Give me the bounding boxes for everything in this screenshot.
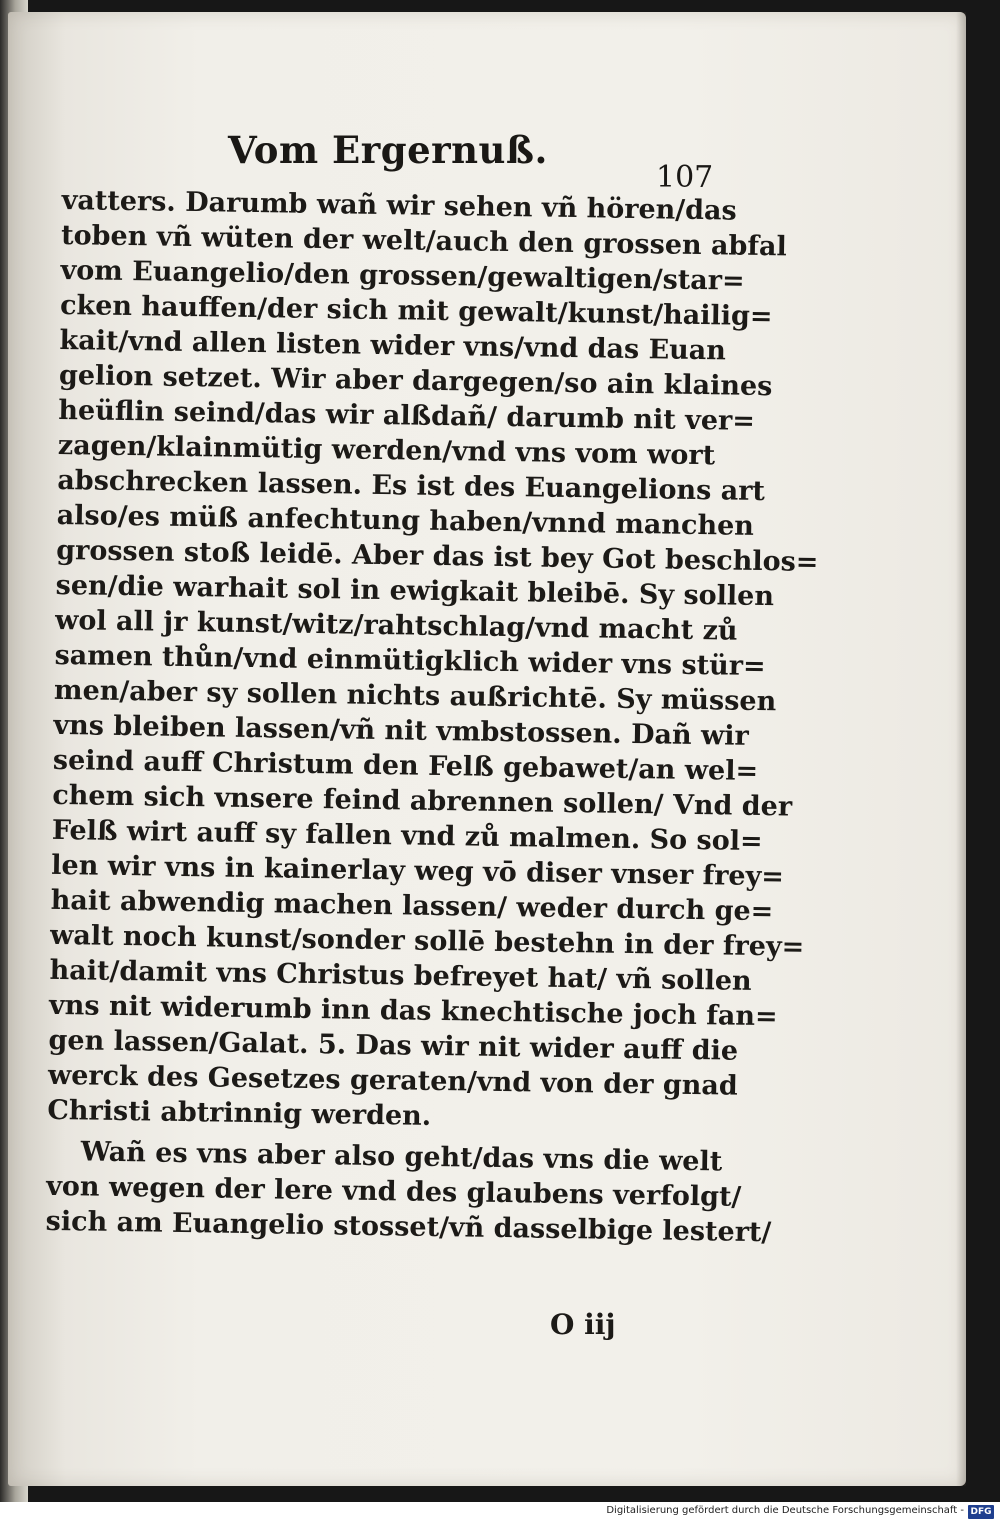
text-line: kait/vnd allen listen wider vns/vnd das Euan xyxy=(59,324,727,367)
funding-credit: Digitalisierung gefördert durch die Deutsche Forschungsgemeinschaft - xyxy=(606,1505,964,1516)
dfg-logo-icon: DFG xyxy=(968,1505,994,1519)
text-line: wol all jr kunst/witz/rahtschlag/vnd macht zů xyxy=(54,604,738,647)
text-line: vns nit widerumb inn das knechtische joch fan= xyxy=(48,989,778,1033)
text-line: men/aber sy sollen nichts außrichtē. Sy müssen xyxy=(53,674,777,718)
signature-mark: O iij xyxy=(550,1308,616,1341)
text-line: toben vñ wüten der welt/auch den grossen abfal xyxy=(60,219,788,263)
text-line: gelion setzet. Wir aber dargegen/so ain klaines xyxy=(58,359,773,403)
text-line: heüflin seind/das wir alßdañ/ darumb nit ver= xyxy=(58,394,756,437)
page-number: 107 xyxy=(656,160,714,195)
footer-bar xyxy=(0,1502,1000,1523)
text-line: hait/damit vns Christus befreyet hat/ vñ sollen xyxy=(49,954,752,997)
text-line: gen lassen/Galat. 5. Das wir nit wider auff die xyxy=(48,1024,739,1067)
text-line: vom Euangelio/den grossen/gewaltigen/star= xyxy=(60,254,745,297)
text-line: hait abwendig machen lassen/ weder durch ge= xyxy=(50,884,774,928)
text-line: sich am Euangelio stosset/vñ dasselbige lestert/ xyxy=(45,1205,772,1249)
text-line: walt noch kunst/sonder sollē bestehn in der frey= xyxy=(49,919,805,963)
text-line: grossen stoß leidē. Aber das ist bey Got beschlos= xyxy=(55,534,819,578)
text-line: vns bleiben lassen/vñ nit vmbstossen. Dañ wir xyxy=(53,709,750,752)
text-line: sen/die warhait sol in ewigkait bleibē. Sy sollen xyxy=(55,569,775,613)
text-line: samen thůn/vnd einmütigklich wider vns stür= xyxy=(54,639,766,683)
text-line: Christi abtrinnig werden. xyxy=(47,1094,432,1132)
text-line: cken hauffen/der sich mit gewalt/kunst/hailig= xyxy=(59,289,773,333)
text-line: abschrecken lassen. Es ist des Euangelions art xyxy=(57,464,766,508)
text-line: seind auff Christum den Felß gebawet/an wel= xyxy=(52,744,759,788)
body-text xyxy=(45,183,819,1250)
text-line: Wañ es vns aber also geht/das vns die welt xyxy=(80,1136,723,1178)
text-line: chem sich vnsere feind abrennen sollen/ Vnd der xyxy=(52,779,793,823)
page-edge-shadow xyxy=(956,12,966,1486)
text-line: Felß wirt auff sy fallen vnd zů malmen. So sol= xyxy=(51,814,763,858)
text-line: werck des Gesetzes geraten/vnd von der gnad xyxy=(47,1059,738,1102)
text-line: len wir vns in kainerlay weg vō diser vnser frey= xyxy=(51,849,785,893)
text-line: vatters. Darumb wañ wir sehen vñ hören/das xyxy=(61,184,737,227)
text-line: zagen/klainmütig werden/vnd vns vom wort xyxy=(57,429,716,472)
text-line: also/es müß anfechtung haben/vnnd manchen xyxy=(56,499,755,542)
text-line: von wegen der lere vnd des glaubens verfolgt/ xyxy=(45,1170,742,1213)
running-head: Vom Ergernuß. xyxy=(228,128,548,172)
